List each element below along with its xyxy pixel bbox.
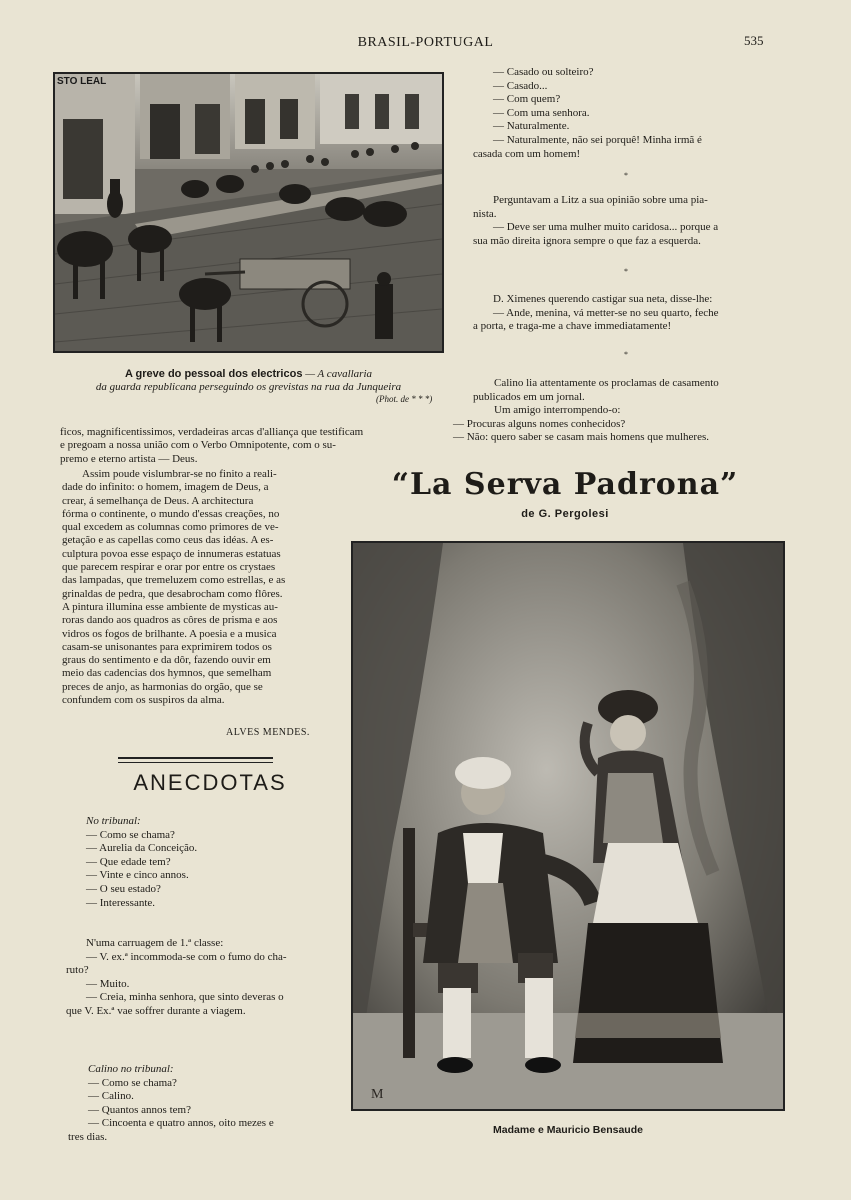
body-line: meio das cadencias dos hymnos, que semelham — [62, 667, 272, 680]
body-line: roras dando aos quadros as côres de prisma e aos — [62, 614, 278, 627]
serva-padrona-photo — [351, 541, 785, 1111]
body-line: das lampadas, que tremeluzem como estrellas, e as — [62, 574, 286, 587]
dialog-anecdote — [473, 66, 783, 161]
litz-line: — Deve ser uma mulher muito caridosa... porque a — [493, 221, 719, 234]
caption-bold: A greve do pessoal dos electricos — [124, 368, 303, 380]
tribunal-line: No tribunal: — [86, 815, 141, 827]
dialog-line: — Casado ou solteiro? — [493, 66, 594, 78]
body-line: e pregoam a nossa união com o Verbo Omnipotente, com o su- — [60, 439, 336, 452]
ximenes-line: D. Ximenes querendo castigar sua neta, disse-lhe: — [493, 293, 713, 305]
photo-credit: (Phot. de * * *) — [376, 394, 433, 404]
street-scene-illustration — [55, 74, 442, 351]
separator-star: * — [624, 350, 628, 359]
tribunal-line: — Vinte e cinco annos. — [86, 869, 189, 882]
ximenes-anecdote — [473, 293, 783, 334]
body-line: culptura povoa esse espaço de innumeras estatuas — [62, 547, 281, 560]
dialog-line: casada com um homem! — [473, 147, 581, 160]
street-photo-caption — [53, 367, 444, 381]
running-header: BRASIL-PORTUGAL — [357, 35, 494, 50]
ximenes-line: — Ande, menina, vá metter-se no seu quarto, feche — [493, 306, 719, 319]
calino-line: — Procuras alguns nomes conhecidos? — [453, 417, 626, 430]
body-line: ficos, magnificentissimos, verdadeiras arcas d'alliança que testificam — [60, 426, 364, 438]
body-line: premo e eterno artista — Deus. — [60, 452, 198, 465]
tribunal-line: — Como se chama? — [86, 828, 175, 841]
tribunal-line: — O seu estado? — [86, 882, 161, 895]
caption-rest: — A cavallaria — [302, 368, 373, 380]
stage-portrait-illustration — [353, 543, 783, 1109]
carruagem-line: — Creia, minha senhora, que sinto deveras o — [86, 991, 284, 1004]
body-line: qual excedem as columnas como primores de ve- — [62, 521, 279, 534]
litz-line: sua mão direita ignora sempre o que faz a esquerda. — [473, 234, 701, 247]
litz-line: nista. — [473, 207, 497, 220]
body-line: crear, á semelhança de Deus. A architectura — [62, 494, 254, 507]
photographer-monogram: M — [371, 1087, 384, 1102]
body-line: A pintura illumina esse ambiente de mysticas au- — [62, 600, 278, 613]
body-line: fórma o continente, o mundo d'essas creações, no — [62, 507, 280, 520]
calino-anecdote — [453, 377, 783, 445]
tribunal-line: — Que edade tem? — [86, 855, 171, 868]
divider-rule — [118, 762, 273, 763]
body-line: dade do infinito: o homem, imagem de Deus, a — [62, 481, 269, 494]
tribunal-anecdote — [86, 815, 336, 910]
street-photo-caption-line2: da guarda republicana perseguindo os grevistas na rua da Junqueira — [95, 381, 402, 393]
body-line: preces de anjo, as harmonias do orgão, que se — [62, 680, 263, 693]
shop-sign-text: STO LEAL — [57, 76, 107, 87]
calino-tribunal-line: tres dias. — [68, 1130, 108, 1143]
sermon-text-wide — [60, 426, 442, 466]
carruagem-line: — Muito. — [86, 977, 130, 990]
calino-tribunal-line: — Como se chama? — [88, 1076, 177, 1089]
carruagem-anecdote — [66, 937, 336, 1019]
calino-tribunal-line: — Calino. — [88, 1090, 134, 1103]
calino-line: Calino lia attentamente os proclamas de casamento — [494, 377, 719, 389]
serva-padrona-caption: Madame e Mauricio Bensaude — [493, 1124, 643, 1136]
body-line: grinaldas de pedra, que desabrocham como flôres. — [62, 587, 283, 600]
carruagem-line: ruto? — [66, 964, 89, 977]
divider-rule — [118, 757, 273, 759]
body-line: getação e as capellas como ceus das idéas. A es- — [62, 534, 274, 547]
separator-star: * — [624, 267, 628, 276]
calino-line: Um amigo interrompendo-o: — [494, 404, 621, 417]
dialog-line: — Naturalmente, não sei porquê! Minha irmã é — [493, 133, 702, 146]
page-number: 535 — [744, 33, 764, 48]
body-line: casam-se unisonantes para exprimirem todos os — [62, 640, 272, 653]
anecdotas-title: ANECDOTAS — [133, 770, 287, 795]
calino-tribunal-line: — Cincoenta e quatro annos, oito mezes e — [88, 1117, 274, 1130]
body-line: que parecem respirar e orar por entre os crystaes — [62, 561, 276, 574]
ximenes-line: a porta, e traga-me a chave immediatamente! — [473, 320, 672, 333]
dialog-line: — Com quem? — [493, 93, 561, 106]
body-line: Assim poude vislumbrar-se no finito a reali- — [82, 468, 277, 480]
calino-line: — Não: quero saber se casam mais homens que mulheres. — [453, 431, 709, 444]
serva-padrona-title: “La Serva Padrona” — [391, 467, 739, 502]
carruagem-line: que V. Ex.ª vae soffrer durante a viagem. — [66, 1004, 246, 1017]
carruagem-line: — V. ex.ª incommoda-se com o fumo do cha- — [86, 950, 287, 963]
author-signature: ALVES MENDES. — [226, 727, 310, 738]
calino-tribunal-line: — Quantos annos tem? — [88, 1103, 191, 1116]
dialog-line: — Naturalmente. — [493, 120, 570, 133]
street-strike-photo — [53, 72, 444, 353]
litz-line: Perguntavam a Litz a sua opinião sobre uma pia- — [493, 194, 708, 206]
tribunal-line: — Interessante. — [86, 896, 156, 909]
body-line: vidros os fogos de brilhante. A poesia e a musica — [62, 627, 277, 640]
separator-star: * — [624, 171, 628, 180]
calino-tribunal-anecdote — [68, 1063, 338, 1145]
calino-line: publicados em um jornal. — [473, 390, 585, 403]
litz-anecdote — [473, 194, 783, 248]
body-line: graus do sentimento e da dôr, fazendo ouvir em — [62, 654, 271, 667]
carruagem-line: N'uma carruagem de 1.ª classe: — [86, 937, 224, 949]
dialog-line: — Com uma senhora. — [493, 106, 590, 119]
dialog-line: — Casado... — [493, 79, 548, 92]
body-line: confundem com os suspiros da alma. — [62, 694, 225, 707]
tribunal-line: — Aurelia da Conceição. — [86, 842, 198, 855]
serva-padrona-subtitle: de G. Pergolesi — [521, 508, 609, 520]
sermon-text-column — [62, 468, 327, 707]
calino-tribunal-line: Calino no tribunal: — [88, 1063, 174, 1075]
